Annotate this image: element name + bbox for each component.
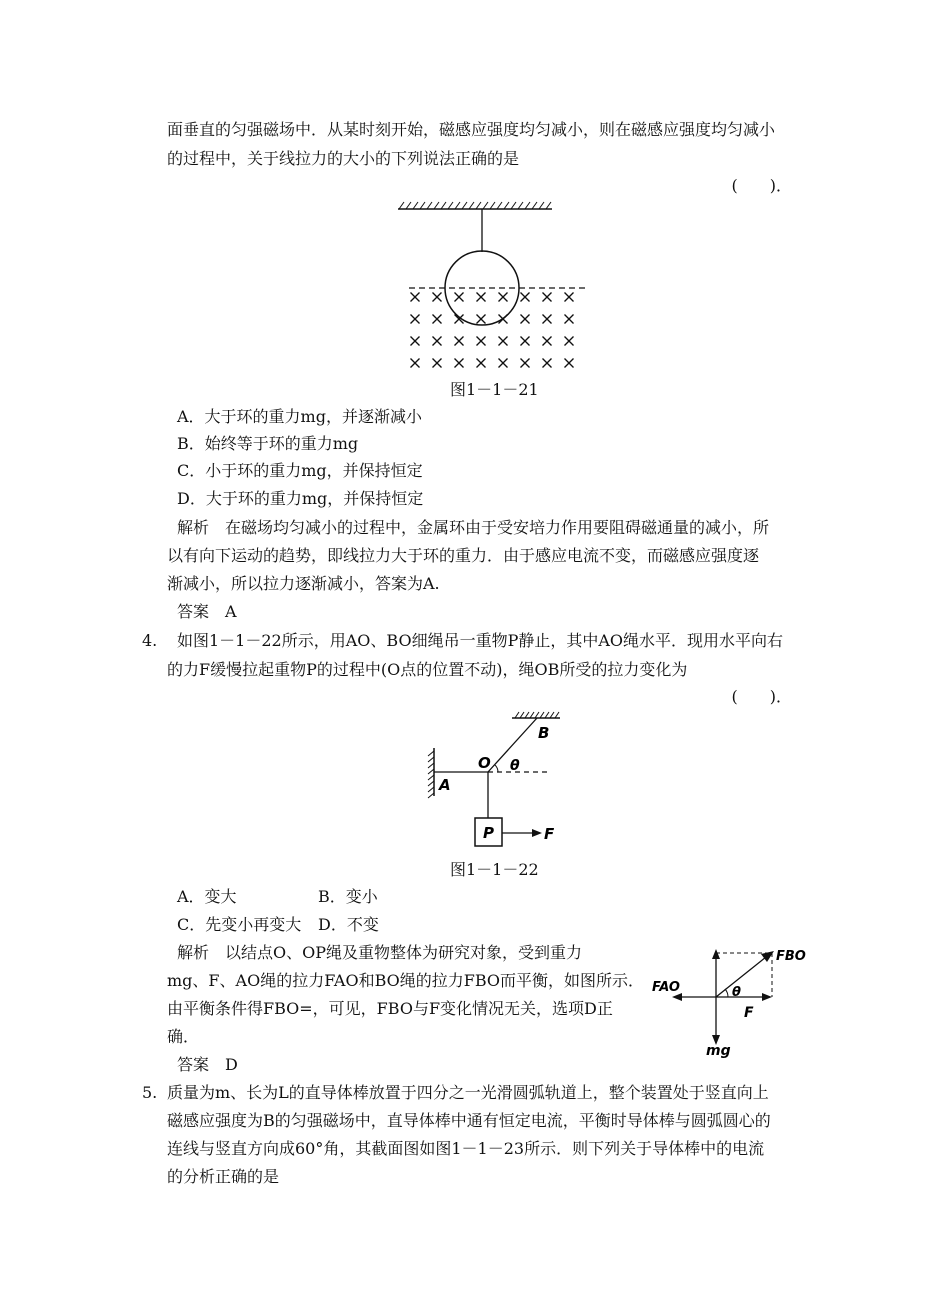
q5-line1: 质量为m、长为L的直导体棒放置于四分之一光滑圆弧轨道上，整个装置处于竖直向上 (167, 1083, 769, 1102)
q3-answer-blank: ( )． (731, 176, 792, 195)
q3-stem-line1: 面垂直的匀强磁场中．从某时刻开始，磁感应强度均匀减小，则在磁感应强度均匀减小 (167, 120, 776, 139)
q3-option-a: A．大于环的重力mg，并逐渐减小 (177, 407, 422, 426)
q3-option-c: C．小于环的重力mg，并保持恒定 (177, 461, 423, 480)
q4-analysis-line4: 确． (167, 1027, 200, 1046)
q4-analysis-line3: 由平衡条件得FBO=，可见，FBO与F变化情况无关，选项D正 (167, 999, 613, 1018)
label-FAO: FAO (652, 980, 680, 995)
label-O: O (478, 754, 491, 772)
label-theta: θ (510, 758, 520, 774)
q4-analysis-line1: 解析 以结点O、OP绳及重物整体为研究对象，受到重力 (177, 943, 583, 962)
q5-line3: 连线与竖直方向成60°角，其截面图如图1－1－23所示．则下列关于导体棒中的电流 (167, 1139, 765, 1158)
figure-caption-1-1-22: 图1－1－22 (450, 860, 539, 879)
q3-analysis-line3: 渐减小，所以拉力逐渐减小，答案为A. (167, 574, 440, 593)
q4-number: 4. (142, 631, 158, 650)
q3-answer: 答案 A (177, 602, 237, 621)
figure-force-diagram (648, 945, 810, 1060)
label-force-F: F (744, 1005, 754, 1021)
label-F: F (544, 825, 555, 843)
q4-answer: 答案 D (177, 1055, 238, 1074)
q5-number: 5. (142, 1083, 158, 1102)
q4-option-a: A．变大 (177, 887, 237, 906)
q4-answer-blank: ( )． (731, 687, 792, 706)
q4-analysis-line2: mg、F、AO绳的拉力FAO和BO绳的拉力FBO而平衡，如图所示． (167, 971, 645, 990)
label-A: A (439, 776, 451, 794)
q4-option-b: B．变小 (318, 887, 378, 906)
q4-stem-line2: 的力F缓慢拉起重物P的过程中(O点的位置不动)，绳OB所受的拉力变化为 (167, 660, 688, 679)
q4-option-c: C．先变小再变大 (177, 915, 302, 934)
label-FBO: FBO (776, 949, 806, 964)
q5-line2: 磁感应强度为B的匀强磁场中，直导体棒中通有恒定电流，平衡时导体棒与圆弧圆心的 (167, 1111, 771, 1130)
q3-option-b: B．始终等于环的重力mg (177, 434, 359, 453)
label-mg: mg (706, 1043, 731, 1059)
q3-analysis-line2: 以有向下运动的趋势，即线拉力大于环的重力．由于感应电流不变，而磁感应强度逐 (167, 546, 760, 565)
figure-caption-1-1-21: 图1－1－21 (450, 380, 539, 399)
label-force-theta: θ (732, 985, 741, 1000)
q3-stem-line2: 的过程中，关于线拉力的大小的下列说法正确的是 (167, 149, 520, 168)
label-P: P (483, 824, 494, 842)
q4-stem-line1: 如图1－1－22所示，用AO、BO细绳吊一重物P静止，其中AO绳水平．现用水平向右 (177, 631, 784, 650)
q3-analysis-line1: 解析 在磁场均匀减小的过程中，金属环由于受安培力作用要阻碍磁通量的减小，所 (177, 518, 770, 537)
figure-rope-system (420, 708, 580, 853)
q4-option-d: D．不变 (318, 915, 379, 934)
q3-option-d: D．大于环的重力mg，并保持恒定 (177, 489, 424, 508)
q5-line4: 的分析正确的是 (167, 1167, 280, 1186)
label-B: B (538, 724, 550, 742)
figure-ring-in-field (395, 200, 595, 375)
